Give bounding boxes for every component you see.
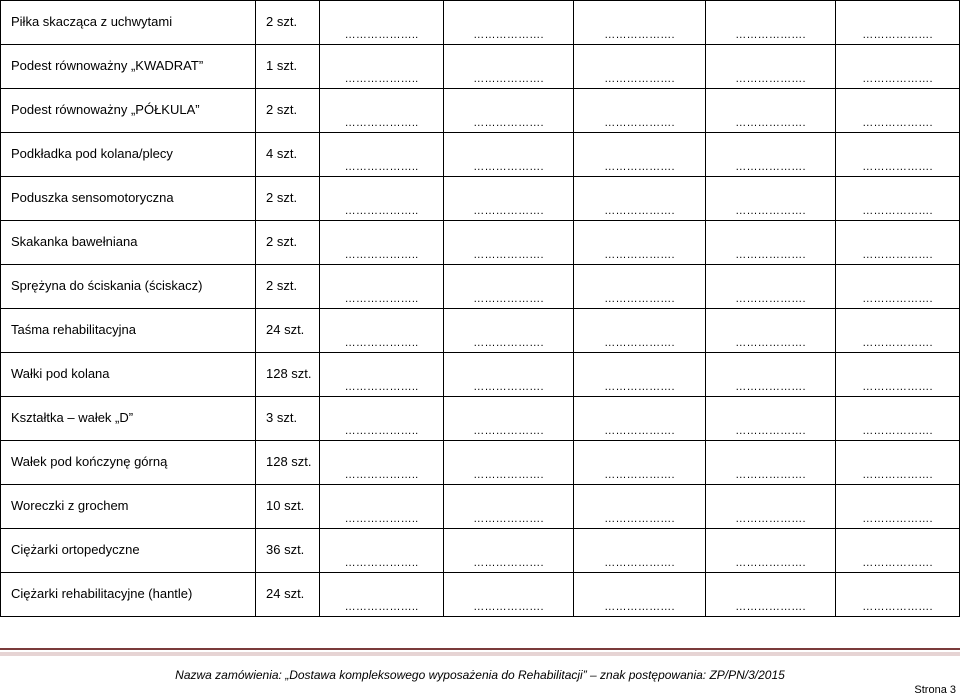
blank-field-cell[interactable]: [706, 441, 836, 485]
dotted-placeholder: ……………….: [473, 117, 544, 129]
dotted-placeholder: ……………….: [862, 601, 933, 613]
dotted-placeholder: ……………….: [604, 557, 675, 569]
dotted-placeholder: ……………….: [473, 249, 544, 261]
blank-field-cell[interactable]: [836, 265, 960, 309]
blank-field-cell[interactable]: [836, 89, 960, 133]
dotted-placeholder: ……………….: [604, 205, 675, 217]
blank-field-cell[interactable]: [574, 485, 706, 529]
blank-field-cell[interactable]: [444, 221, 574, 265]
dotted-placeholder: ……………….: [862, 205, 933, 217]
dotted-placeholder: ………………..: [344, 381, 419, 393]
blank-field-cell[interactable]: [574, 1, 706, 45]
dotted-placeholder: ……………….: [735, 73, 806, 85]
blank-field-cell[interactable]: [320, 177, 444, 221]
blank-field-cell[interactable]: [574, 441, 706, 485]
blank-field-cell[interactable]: [836, 309, 960, 353]
table-row: [1, 89, 960, 133]
dotted-placeholder: ……………….: [735, 29, 806, 41]
item-name-cell: Wałki pod kolana: [1, 353, 256, 397]
blank-field-cell[interactable]: [836, 441, 960, 485]
dotted-placeholder: ……………….: [604, 293, 675, 305]
item-quantity-cell: 24 szt.: [256, 309, 320, 353]
footer-rule-dark: [0, 648, 960, 650]
blank-field-cell[interactable]: [574, 353, 706, 397]
blank-field-cell[interactable]: [836, 45, 960, 89]
item-name-cell: Sprężyna do ściskania (ściskacz): [1, 265, 256, 309]
item-name-cell: Woreczki z grochem: [1, 485, 256, 529]
table-row: [1, 529, 960, 573]
item-name-cell: Skakanka bawełniana: [1, 221, 256, 265]
dotted-placeholder: ……………….: [473, 293, 544, 305]
dotted-placeholder: ……………….: [862, 117, 933, 129]
dotted-placeholder: ……………….: [735, 469, 806, 481]
dotted-placeholder: ……………….: [735, 117, 806, 129]
blank-field-cell[interactable]: [320, 45, 444, 89]
dotted-placeholder: ……………….: [862, 381, 933, 393]
item-quantity-cell: 4 szt.: [256, 133, 320, 177]
dotted-placeholder: ………………..: [344, 117, 419, 129]
blank-field-cell[interactable]: [574, 177, 706, 221]
blank-field-cell[interactable]: [836, 573, 960, 617]
dotted-placeholder: ………………..: [344, 205, 419, 217]
item-quantity-cell: 2 szt.: [256, 1, 320, 45]
blank-field-cell[interactable]: [444, 353, 574, 397]
dotted-placeholder: ………………..: [344, 601, 419, 613]
blank-field-cell[interactable]: [320, 89, 444, 133]
dotted-placeholder: ……………….: [473, 381, 544, 393]
dotted-placeholder: ……………….: [862, 161, 933, 173]
dotted-placeholder: ……………….: [862, 29, 933, 41]
item-quantity-cell: 24 szt.: [256, 573, 320, 617]
dotted-placeholder: ……………….: [604, 337, 675, 349]
item-quantity-cell: 128 szt.: [256, 353, 320, 397]
blank-field-cell[interactable]: [706, 45, 836, 89]
table-row: [1, 309, 960, 353]
blank-field-cell[interactable]: [320, 573, 444, 617]
table-row: [1, 353, 960, 397]
dotted-placeholder: ……………….: [735, 293, 806, 305]
dotted-placeholder: ……………….: [862, 249, 933, 261]
blank-field-cell[interactable]: [444, 265, 574, 309]
dotted-placeholder: ……………….: [862, 469, 933, 481]
dotted-placeholder: ……………….: [735, 425, 806, 437]
dotted-placeholder: ……………….: [473, 469, 544, 481]
dotted-placeholder: ……………….: [862, 293, 933, 305]
dotted-placeholder: ……………….: [604, 161, 675, 173]
item-quantity-cell: 2 szt.: [256, 177, 320, 221]
blank-field-cell[interactable]: [836, 177, 960, 221]
item-quantity-cell: 128 szt.: [256, 441, 320, 485]
dotted-placeholder: ……………….: [735, 601, 806, 613]
blank-field-cell[interactable]: [444, 177, 574, 221]
dotted-placeholder: ……………….: [604, 29, 675, 41]
blank-field-cell[interactable]: [444, 133, 574, 177]
table-row: [1, 485, 960, 529]
blank-field-cell[interactable]: [320, 221, 444, 265]
dotted-placeholder: ……………….: [862, 557, 933, 569]
blank-field-cell[interactable]: [574, 529, 706, 573]
dotted-placeholder: ……………….: [604, 249, 675, 261]
blank-field-cell[interactable]: [706, 309, 836, 353]
blank-field-cell[interactable]: [320, 1, 444, 45]
dotted-placeholder: ……………….: [735, 557, 806, 569]
blank-field-cell[interactable]: [444, 89, 574, 133]
blank-field-cell[interactable]: [320, 397, 444, 441]
table-row: [1, 573, 960, 617]
blank-field-cell[interactable]: [706, 177, 836, 221]
dotted-placeholder: ………………..: [344, 249, 419, 261]
item-name-cell: Piłka skacząca z uchwytami: [1, 1, 256, 45]
dotted-placeholder: ……………….: [473, 557, 544, 569]
blank-field-cell[interactable]: [444, 485, 574, 529]
blank-field-cell[interactable]: [706, 265, 836, 309]
blank-field-cell[interactable]: [574, 397, 706, 441]
dotted-placeholder: ……………….: [473, 601, 544, 613]
blank-field-cell[interactable]: [836, 397, 960, 441]
item-name-cell: Podest równoważny „KWADRAT”: [1, 45, 256, 89]
blank-field-cell[interactable]: [574, 45, 706, 89]
dotted-placeholder: ……………….: [604, 513, 675, 525]
dotted-placeholder: ………………..: [344, 73, 419, 85]
blank-field-cell[interactable]: [444, 309, 574, 353]
table-row: [1, 397, 960, 441]
blank-field-cell[interactable]: [836, 133, 960, 177]
blank-field-cell[interactable]: [320, 309, 444, 353]
dotted-placeholder: ……………….: [735, 249, 806, 261]
blank-field-cell[interactable]: [706, 89, 836, 133]
dotted-placeholder: ……………….: [473, 29, 544, 41]
table-row: [1, 45, 960, 89]
footer-order-name: Nazwa zamówienia: „Dostawa kompleksowego wyposażenia do Rehabilitacji” – znak postępowania: ZP/PN/3/2015: [175, 668, 785, 682]
item-name-cell: Podkładka pod kolana/plecy: [1, 133, 256, 177]
blank-field-cell[interactable]: [574, 221, 706, 265]
dotted-placeholder: ………………..: [344, 337, 419, 349]
item-name-cell: Wałek pod kończynę górną: [1, 441, 256, 485]
item-quantity-cell: 2 szt.: [256, 265, 320, 309]
item-quantity-cell: 3 szt.: [256, 397, 320, 441]
item-name-cell: Kształtka – wałek „D”: [1, 397, 256, 441]
dotted-placeholder: ……………….: [604, 425, 675, 437]
blank-field-cell[interactable]: [320, 529, 444, 573]
blank-field-cell[interactable]: [836, 1, 960, 45]
dotted-placeholder: ……………….: [473, 425, 544, 437]
dotted-placeholder: ………………..: [344, 29, 419, 41]
item-name-cell: Podest równoważny „PÓŁKULA”: [1, 89, 256, 133]
dotted-placeholder: ………………..: [344, 513, 419, 525]
blank-field-cell[interactable]: [836, 221, 960, 265]
blank-field-cell[interactable]: [836, 485, 960, 529]
item-quantity-cell: 2 szt.: [256, 221, 320, 265]
blank-field-cell[interactable]: [320, 485, 444, 529]
blank-field-cell[interactable]: [444, 529, 574, 573]
dotted-placeholder: ……………….: [862, 425, 933, 437]
table-row: [1, 265, 960, 309]
blank-field-cell[interactable]: [574, 573, 706, 617]
blank-field-cell[interactable]: [574, 133, 706, 177]
dotted-placeholder: ……………….: [735, 513, 806, 525]
item-name-cell: Ciężarki ortopedyczne: [1, 529, 256, 573]
item-name-cell: Taśma rehabilitacyjna: [1, 309, 256, 353]
blank-field-cell[interactable]: [836, 353, 960, 397]
blank-field-cell[interactable]: [444, 397, 574, 441]
item-quantity-cell: 2 szt.: [256, 89, 320, 133]
blank-field-cell[interactable]: [706, 1, 836, 45]
blank-field-cell[interactable]: [574, 265, 706, 309]
dotted-placeholder: ……………….: [735, 205, 806, 217]
blank-field-cell[interactable]: [836, 529, 960, 573]
blank-field-cell[interactable]: [706, 221, 836, 265]
item-name-cell: Poduszka sensomotoryczna: [1, 177, 256, 221]
page-number: Strona 3: [914, 684, 956, 696]
dotted-placeholder: ……………….: [473, 513, 544, 525]
table-row: [1, 221, 960, 265]
table-row: [1, 177, 960, 221]
item-quantity-cell: 36 szt.: [256, 529, 320, 573]
dotted-placeholder: ……………….: [862, 337, 933, 349]
blank-field-cell[interactable]: [444, 45, 574, 89]
blank-field-cell[interactable]: [706, 133, 836, 177]
dotted-placeholder: ……………….: [862, 513, 933, 525]
blank-field-cell[interactable]: [444, 1, 574, 45]
item-name-cell: Ciężarki rehabilitacyjne (hantle): [1, 573, 256, 617]
blank-field-cell[interactable]: [320, 353, 444, 397]
dotted-placeholder: ……………….: [473, 73, 544, 85]
blank-field-cell[interactable]: [706, 397, 836, 441]
footer-rule-light: [0, 652, 960, 656]
blank-field-cell[interactable]: [320, 441, 444, 485]
blank-field-cell[interactable]: [444, 573, 574, 617]
dotted-placeholder: ……………….: [604, 117, 675, 129]
dotted-placeholder: ………………..: [344, 425, 419, 437]
dotted-placeholder: ……………….: [604, 469, 675, 481]
item-quantity-cell: 1 szt.: [256, 45, 320, 89]
dotted-placeholder: ……………….: [735, 381, 806, 393]
dotted-placeholder: ………………..: [344, 293, 419, 305]
item-quantity-cell: 10 szt.: [256, 485, 320, 529]
blank-field-cell[interactable]: [320, 133, 444, 177]
dotted-placeholder: ……………….: [473, 161, 544, 173]
blank-field-cell[interactable]: [706, 485, 836, 529]
dotted-placeholder: ……………….: [735, 337, 806, 349]
table-row: [1, 441, 960, 485]
blank-field-cell[interactable]: [574, 89, 706, 133]
blank-field-cell[interactable]: [706, 573, 836, 617]
dotted-placeholder: ……………….: [862, 73, 933, 85]
blank-field-cell[interactable]: [574, 309, 706, 353]
dotted-placeholder: ……………….: [735, 161, 806, 173]
blank-field-cell[interactable]: [444, 441, 574, 485]
table-row: [1, 133, 960, 177]
blank-field-cell[interactable]: [320, 265, 444, 309]
blank-field-cell[interactable]: [706, 529, 836, 573]
dotted-placeholder: ……………….: [473, 337, 544, 349]
dotted-placeholder: ……………….: [604, 381, 675, 393]
dotted-placeholder: ………………..: [344, 469, 419, 481]
dotted-placeholder: ………………..: [344, 161, 419, 173]
dotted-placeholder: ……………….: [604, 601, 675, 613]
dotted-placeholder: ………………..: [344, 557, 419, 569]
dotted-placeholder: ……………….: [604, 73, 675, 85]
table-row: [1, 1, 960, 45]
dotted-placeholder: ……………….: [473, 205, 544, 217]
blank-field-cell[interactable]: [706, 353, 836, 397]
